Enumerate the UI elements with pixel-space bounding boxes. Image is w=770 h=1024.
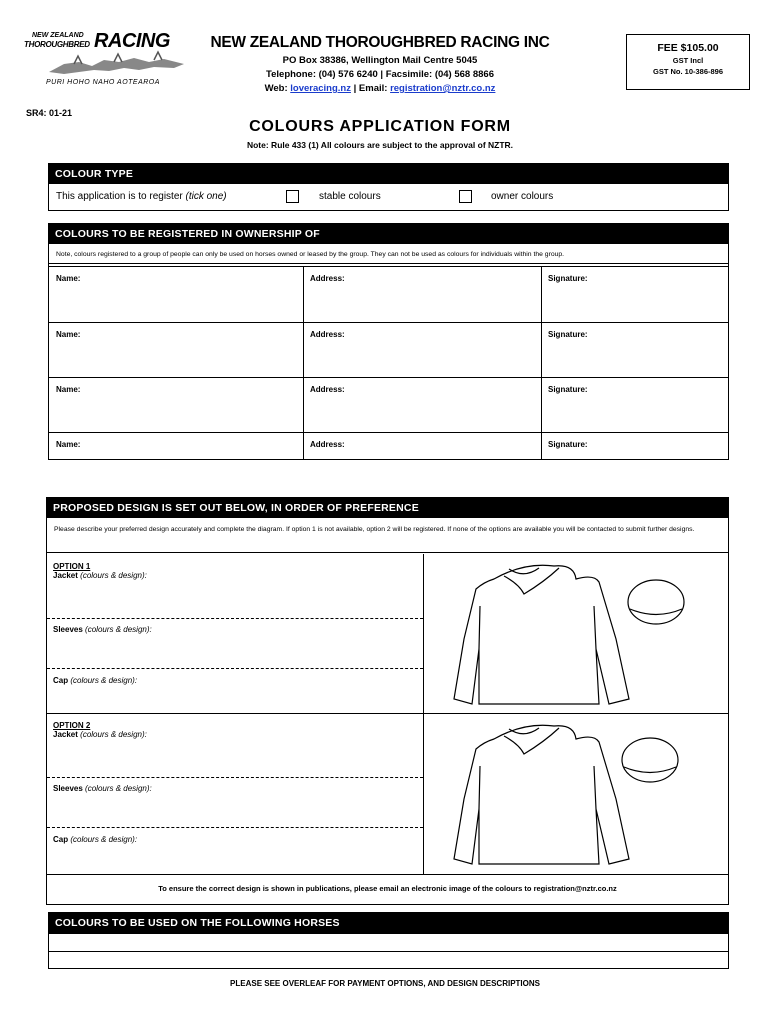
- detail-label: (colours & design):: [70, 835, 138, 844]
- logo-line2: THOROUGHBRED: [24, 40, 90, 49]
- option1-jacket[interactable]: [47, 562, 423, 580]
- prompt-em: (tick one): [185, 191, 227, 202]
- design-section: [46, 497, 729, 905]
- jacket-cap-icon: [424, 714, 730, 872]
- option2-jacket[interactable]: [47, 721, 423, 739]
- jacket-field: [53, 571, 423, 580]
- address-label: Address:: [310, 274, 345, 283]
- cap-label: Cap: [53, 835, 69, 844]
- name-label: Name:: [56, 274, 81, 283]
- cap-label: Cap: [53, 676, 69, 685]
- name-label: Name:: [56, 385, 81, 394]
- cap-field: [53, 676, 423, 685]
- owner-colours-label: owner colours: [491, 191, 554, 202]
- ownership-section: [48, 223, 729, 460]
- email-label: Email:: [358, 83, 388, 94]
- option2-diagram[interactable]: [423, 714, 729, 874]
- email-note: To ensure the correct design is shown in publications, please email an electronic image of the colours to registration@nztr.co.nz: [158, 884, 617, 893]
- logo-maori: PURI HOHO NAHO AOTEAROA: [46, 79, 160, 86]
- web-link[interactable]: loveracing.nz: [290, 83, 351, 94]
- web-label: Web:: [264, 83, 288, 94]
- colour-type-header: COLOUR TYPE: [49, 164, 728, 184]
- stable-colours-checkbox[interactable]: [286, 190, 299, 203]
- divider: [47, 618, 423, 619]
- divider: [47, 827, 423, 828]
- detail-label: (colours & design):: [80, 571, 147, 580]
- horses-header: COLOURS TO BE USED ON THE FOLLOWING HORSES: [49, 913, 728, 933]
- detail-label: (colours & design):: [80, 730, 147, 739]
- org-phone: Telephone: (04) 576 6240 | Facsimile: (04) 568 8866: [266, 69, 494, 80]
- prompt-text: This application is to register: [56, 191, 183, 202]
- sleeves-field: [53, 625, 423, 634]
- ownership-note: Note, colours registered to a group of people can only be used on horses owned or leased by the group. They can not be used as colours for individuals within the group.: [49, 244, 728, 264]
- colour-type-section: [48, 163, 729, 211]
- form-code: SR4: 01-21: [26, 108, 73, 118]
- design-instructions: Please describe your preferred design accurately and complete the diagram. If option 1 is not available, option 2 will be registered. If none of the options are available you will be contacted to submit further designs.: [47, 518, 728, 553]
- sleeves-field: [53, 784, 423, 793]
- horses-section: [48, 912, 729, 969]
- logo-racing: RACING: [94, 30, 170, 52]
- fee-box: [626, 34, 750, 90]
- address-label: Address:: [310, 330, 345, 339]
- org-details: [200, 34, 560, 94]
- rule-note: Note: Rule 433 (1) All colours are subject to the approval of NZTR.: [246, 140, 514, 150]
- owner-colours-checkbox[interactable]: [459, 190, 472, 203]
- gst-number: GST No. 10-386-896: [652, 67, 724, 76]
- option1-diagram[interactable]: [423, 554, 729, 713]
- nztr-logo: [24, 30, 184, 90]
- owner-row: [49, 377, 728, 432]
- detail-label: (colours & design):: [85, 784, 152, 793]
- sleeves-label: Sleeves: [53, 784, 83, 793]
- owner-row: [49, 266, 728, 322]
- gst-incl: GST Incl: [672, 56, 704, 65]
- colour-type-prompt: [56, 191, 227, 202]
- address-label: Address:: [310, 440, 345, 449]
- name-label: Name:: [56, 330, 81, 339]
- footer-note: PLEASE SEE OVERLEAF FOR PAYMENT OPTIONS, AND DESIGN DESCRIPTIONS: [230, 979, 540, 988]
- logo-line1: NEW ZEALAND: [32, 32, 84, 39]
- signature-label: Signature:: [548, 330, 588, 339]
- option2-cap[interactable]: [47, 835, 423, 844]
- address-label: Address:: [310, 385, 345, 394]
- jacket-field: [53, 730, 423, 739]
- form-title: COLOURS APPLICATION FORM: [249, 118, 511, 135]
- fee-amount: FEE $105.00: [657, 42, 719, 54]
- signature-label: Signature:: [548, 440, 588, 449]
- jacket-label: Jacket: [53, 571, 78, 580]
- horse-row[interactable]: [49, 933, 728, 951]
- detail-label: (colours & design):: [85, 625, 152, 634]
- design-header: PROPOSED DESIGN IS SET OUT BELOW, IN ORDER OF PREFERENCE: [47, 498, 728, 518]
- owner-row: [49, 322, 728, 377]
- email-link[interactable]: registration@nztr.co.nz: [390, 83, 496, 94]
- org-web-email: [200, 83, 560, 94]
- divider: [47, 777, 423, 778]
- divider: [47, 668, 423, 669]
- signature-label: Signature:: [548, 274, 588, 283]
- ownership-header: COLOURS TO BE REGISTERED IN OWNERSHIP OF: [49, 224, 728, 244]
- name-label: Name:: [56, 440, 81, 449]
- colour-type-row: [49, 184, 728, 211]
- option2-heading: OPTION 2: [53, 721, 91, 730]
- horses-icon: [44, 50, 194, 78]
- jacket-cap-icon: [424, 554, 730, 712]
- jacket-label: Jacket: [53, 730, 78, 739]
- org-name: NEW ZEALAND THOROUGHBRED RACING INC: [210, 34, 550, 51]
- cap-field: [53, 835, 423, 844]
- sleeves-label: Sleeves: [53, 625, 83, 634]
- email-note-divider: [47, 874, 728, 875]
- org-address: PO Box 38386, Wellington Mail Centre 5045: [282, 55, 478, 66]
- stable-colours-label: stable colours: [319, 191, 381, 202]
- horse-row[interactable]: [49, 951, 728, 969]
- detail-label: (colours & design):: [70, 676, 138, 685]
- separator: |: [353, 83, 357, 94]
- signature-label: Signature:: [548, 385, 588, 394]
- option1-heading: OPTION 1: [53, 562, 91, 571]
- option1-sleeves[interactable]: [47, 625, 423, 634]
- owner-row: [49, 432, 728, 460]
- option1-cap[interactable]: [47, 676, 423, 685]
- option2-sleeves[interactable]: [47, 784, 423, 793]
